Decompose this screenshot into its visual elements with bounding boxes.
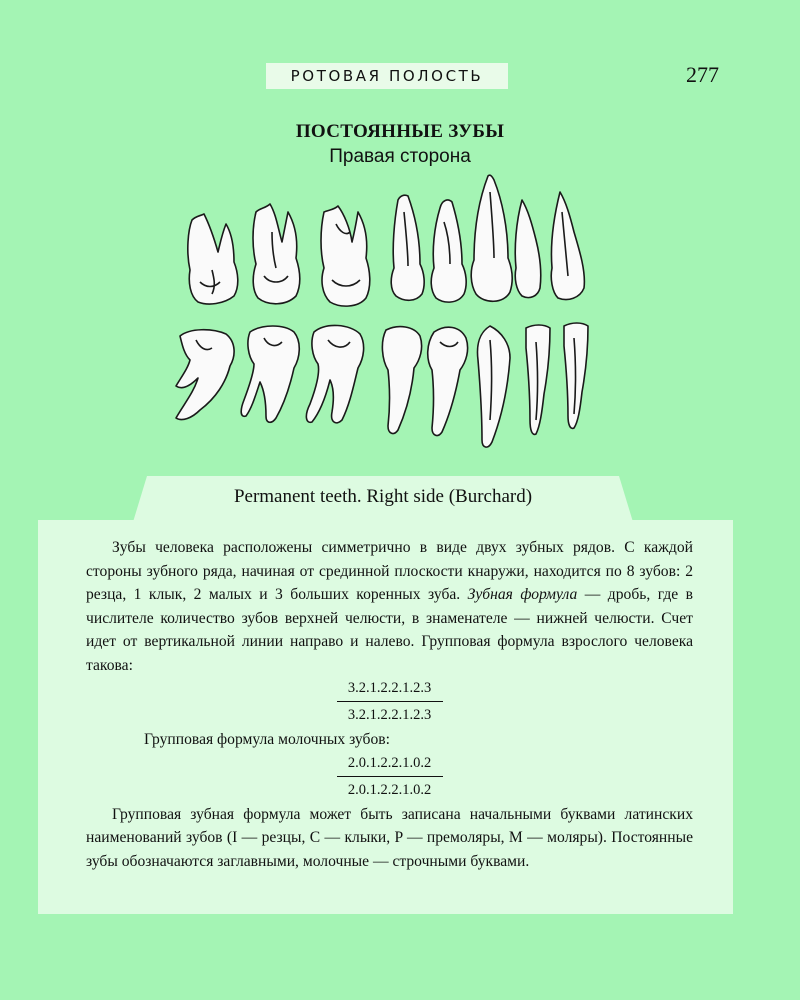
milk-formula-denominator: 2.0.1.2.2.1.0.2 xyxy=(347,781,432,798)
milk-formula-caption: Групповая формула молочных зубов: xyxy=(144,731,390,748)
lower-incisor-1 xyxy=(564,323,588,428)
paragraph-1-part-b: — дробь, где в числителе количество зубов верхней челюсти, в знаменателе — нижней челюсти. Счет идет от вертикальной линии направо и налево. Групповая формула взрослого человека такова: xyxy=(86,586,693,674)
adult-formula-denominator: 3.2.1.2.2.1.2.3 xyxy=(347,707,432,723)
lower-premolar-1 xyxy=(382,327,421,434)
dental-formula-term: Зубная формула xyxy=(467,586,578,603)
teeth-illustration xyxy=(160,172,600,457)
upper-molar-1 xyxy=(321,206,370,306)
figure-caption: Permanent teeth. Right side (Burchard) xyxy=(233,486,533,507)
paragraph-1 xyxy=(86,536,693,677)
upper-incisor-1 xyxy=(551,192,584,300)
upper-molar-2 xyxy=(253,204,300,304)
adult-formula xyxy=(337,678,443,726)
section-label: РОТОВАЯ ПОЛОСТЬ xyxy=(266,63,508,89)
upper-canine xyxy=(471,175,512,301)
upper-premolar-1 xyxy=(431,200,466,302)
upper-molar-3 xyxy=(188,214,238,304)
paragraph-2: Групповая зубная формула может быть записана начальными буквами латинских наименований зубов (I — резцы, C — клыки, P — премоляры, M — моляры). Постоянные зубы обозначаются заглавными, молочные — строчными буквами. xyxy=(86,805,693,870)
body-text xyxy=(86,536,693,873)
lower-molar-3 xyxy=(176,330,234,420)
figure-title: ПОСТОЯННЫЕ ЗУБЫ xyxy=(295,121,505,142)
upper-premolar-2 xyxy=(391,195,424,300)
upper-incisor-2 xyxy=(515,200,541,298)
lower-premolar-2 xyxy=(428,327,468,435)
paragraph-1-part-a: Зубы человека расположены симметрично в виде двух зубных рядов. С каждой стороны зубного ряда, начиная от срединной плоскости кнаружи, находится по 8 зубов: 2 резца, 1 клык, 2 малых и 3 больших коренных зуба. xyxy=(86,539,693,603)
milk-formula-numerator: 2.0.1.2.2.1.0.2 xyxy=(337,753,443,777)
lower-molar-1 xyxy=(306,325,363,422)
lower-molar-2 xyxy=(241,326,299,422)
lower-canine xyxy=(478,326,511,447)
figure-subtitle: Правая сторона xyxy=(329,146,471,167)
page-number: 277 xyxy=(686,62,719,87)
adult-formula-numerator: 3.2.1.2.2.1.2.3 xyxy=(337,678,443,702)
lower-incisor-2 xyxy=(526,325,550,434)
milk-formula xyxy=(337,753,443,801)
